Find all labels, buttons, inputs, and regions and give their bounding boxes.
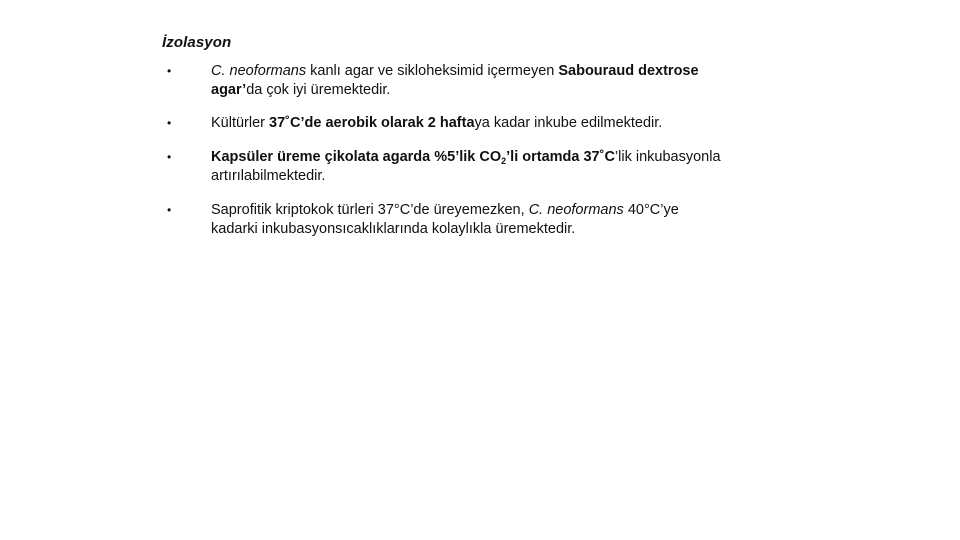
text-run: ’lik inkubasyonla [614,149,721,165]
bullet-item [162,201,802,239]
text-run: C. neoformans [528,202,624,218]
text-run: Kültürler [211,115,270,131]
bullet-item [162,114,802,133]
bullet-line [211,114,802,133]
bullet-line [211,220,802,239]
text-run: 2 [501,156,507,166]
slide-title: İzolasyon [162,34,232,51]
bullet-list [162,62,802,239]
text-run: ’li ortamda 37˚C [506,149,615,165]
bullet-line [211,201,802,220]
bullet-dot: • [167,64,172,78]
bullet-line [211,167,802,186]
text-run: kanlı agar ve sikloheksimid içermeyen [306,63,559,79]
bullet-line [211,62,802,81]
text-run: da çok iyi üremektedir. [246,82,391,98]
text-run: Sabouraud dextrose [558,63,699,79]
bullet-line [211,148,802,167]
text-run: 37˚C’de aerobik olarak 2 hafta [269,115,475,131]
bullet-item [162,62,802,100]
text-run: Saprofitik kriptokok türleri 37°C’de üreyemezken, [211,202,529,218]
bullet-dot: • [167,203,172,217]
text-run: 40°C’ye [623,202,679,218]
bullet-dot: • [167,150,172,164]
text-run: ya kadar inkube edilmektedir. [474,115,663,131]
text-run: C. neoformans [211,63,307,79]
bullet-dot: • [167,116,172,130]
bullet-line [211,81,802,100]
bullet-item [162,148,802,186]
text-run: artırılabilmektedir. [211,168,326,184]
text-run: Kapsüler üreme çikolata agarda %5’lik CO [211,149,502,165]
text-run: kadarki inkubasyonsıcaklıklarında kolaylıkla üremektedir. [211,221,576,237]
text-run: agar’ [211,82,247,98]
